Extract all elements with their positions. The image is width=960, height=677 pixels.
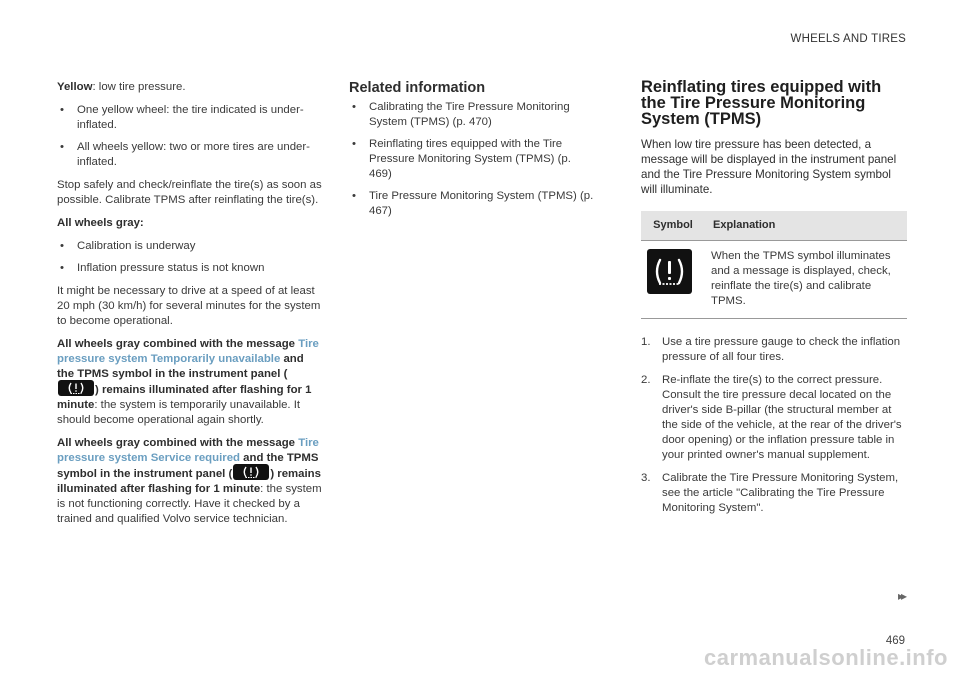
related-link[interactable]: • Calibrating the Tire Pressure Monitoring System (TPMS) (p. 470) [349,100,595,130]
tpms-warning-icon [58,380,94,396]
lead-paragraph: When low tire pressure has been detected, a message will be displayed in the instrument panel and the Tire Pressure Monitoring System symbol will illuminate. [641,138,897,196]
gray-bullet-list [57,239,322,276]
temporary-message: Tire pressure system Temporarily unavailable [57,338,319,365]
next-page-arrows-icon[interactable]: ▸▸ [897,589,904,603]
service-message: Tire pressure system Service required [57,437,319,465]
list-item: • Calibration is underway [57,239,322,254]
yellow-bullet-list [57,103,322,170]
service-lead: All wheels gray combined with the message [57,437,296,450]
page-title: Reinflating tires equipped with the Tire Pressure Monitoring System (TPMS) [641,78,882,128]
list-item [641,373,907,463]
service-end: ) remains illuminated after flashing for 1 minute [57,468,321,496]
temporary-paragraph [57,337,322,428]
related-link[interactable]: • Tire Pressure Monitoring System (TPMS) (p. 467) [349,189,595,219]
tpms-warning-icon [233,464,269,480]
list-item [641,335,907,365]
temporary-lead: All wheels gray combined with the message [57,338,296,350]
drive-paragraph: It might be necessary to drive at a speed of at least 20 mph (30 km/h) for several minutes for the system to become operational. [57,285,321,327]
symbol-table [641,211,907,319]
table-header-symbol: Symbol [641,211,705,241]
related-information-heading: Related information [349,80,486,96]
temporary-end: ) remains illuminated after flashing for 1 minute [57,384,312,412]
section-header: WHEELS AND TIRES [790,33,906,45]
step-text: Calibrate the Tire Pressure Monitoring System, see the article "Calibrating the Tire Pressure Monitoring System". [662,472,899,514]
yellow-text: : low tire pressure. [92,81,186,93]
tpms-warning-icon [647,249,692,294]
service-mid: and the TPMS symbol in the instrument panel ( [57,452,319,481]
gray-heading-text: All wheels gray: [57,217,144,229]
watermark: carmanualsonline.info [704,645,948,670]
table-header-explanation: Explanation [705,211,907,241]
list-item: • All wheels yellow: two or more tires are under-inflated. [57,140,322,170]
yellow-label: Yellow [57,81,93,93]
page-number: 469 [885,635,905,647]
list-item: • One yellow wheel: the tire indicated is under-inflated. [57,103,322,133]
step-text: Use a tire pressure gauge to check the inflation pressure of all four tires. [662,336,901,363]
table-row [641,241,907,319]
table-cell-explanation: When the TPMS symbol illuminates and a message is displayed, check, reinflate the tire(s) and calibrate TPMS. [705,241,907,319]
yellow-paragraph [57,80,322,95]
stop-paragraph: Stop safely and check/reinflate the tire(s) as soon as possible. Calibrate TPMS after reinflating the tire(s). [57,179,322,206]
step-text: Re-inflate the tire(s) to the correct pressure. Consult the tire pressure decal located on the driver's side B-pillar (the structural member at the side of the vehicle, at the rear of the driver's door opening) or the inflation pressure table in your printed owner's manual supplement. [662,374,902,461]
service-paragraph [57,436,322,527]
step-number: 1. [641,336,651,348]
column-2 [349,80,595,227]
table-cell-symbol [641,241,705,319]
list-item: • Inflation pressure status is not known [57,261,322,276]
column-1 [57,80,322,535]
temporary-mid: and the TPMS symbol in the instrument panel ( [57,353,304,380]
gray-heading [57,216,322,231]
steps-list [641,335,907,516]
temporary-text: : the system is temporarily unavailable. It should become operational again shortly. [57,399,301,427]
related-link[interactable]: • Reinflating tires equipped with the Tire Pressure Monitoring System (TPMS) (p. 469) [349,137,595,182]
related-links-list [349,100,595,219]
column-3 [641,80,907,524]
service-text: : the system is not functioning correctly. Have it checked by a trained and qualified Volvo service technician. [57,483,322,526]
table-header-row [641,211,907,241]
step-number: 2. [641,374,651,386]
list-item [641,471,907,516]
step-number: 3. [641,472,651,484]
